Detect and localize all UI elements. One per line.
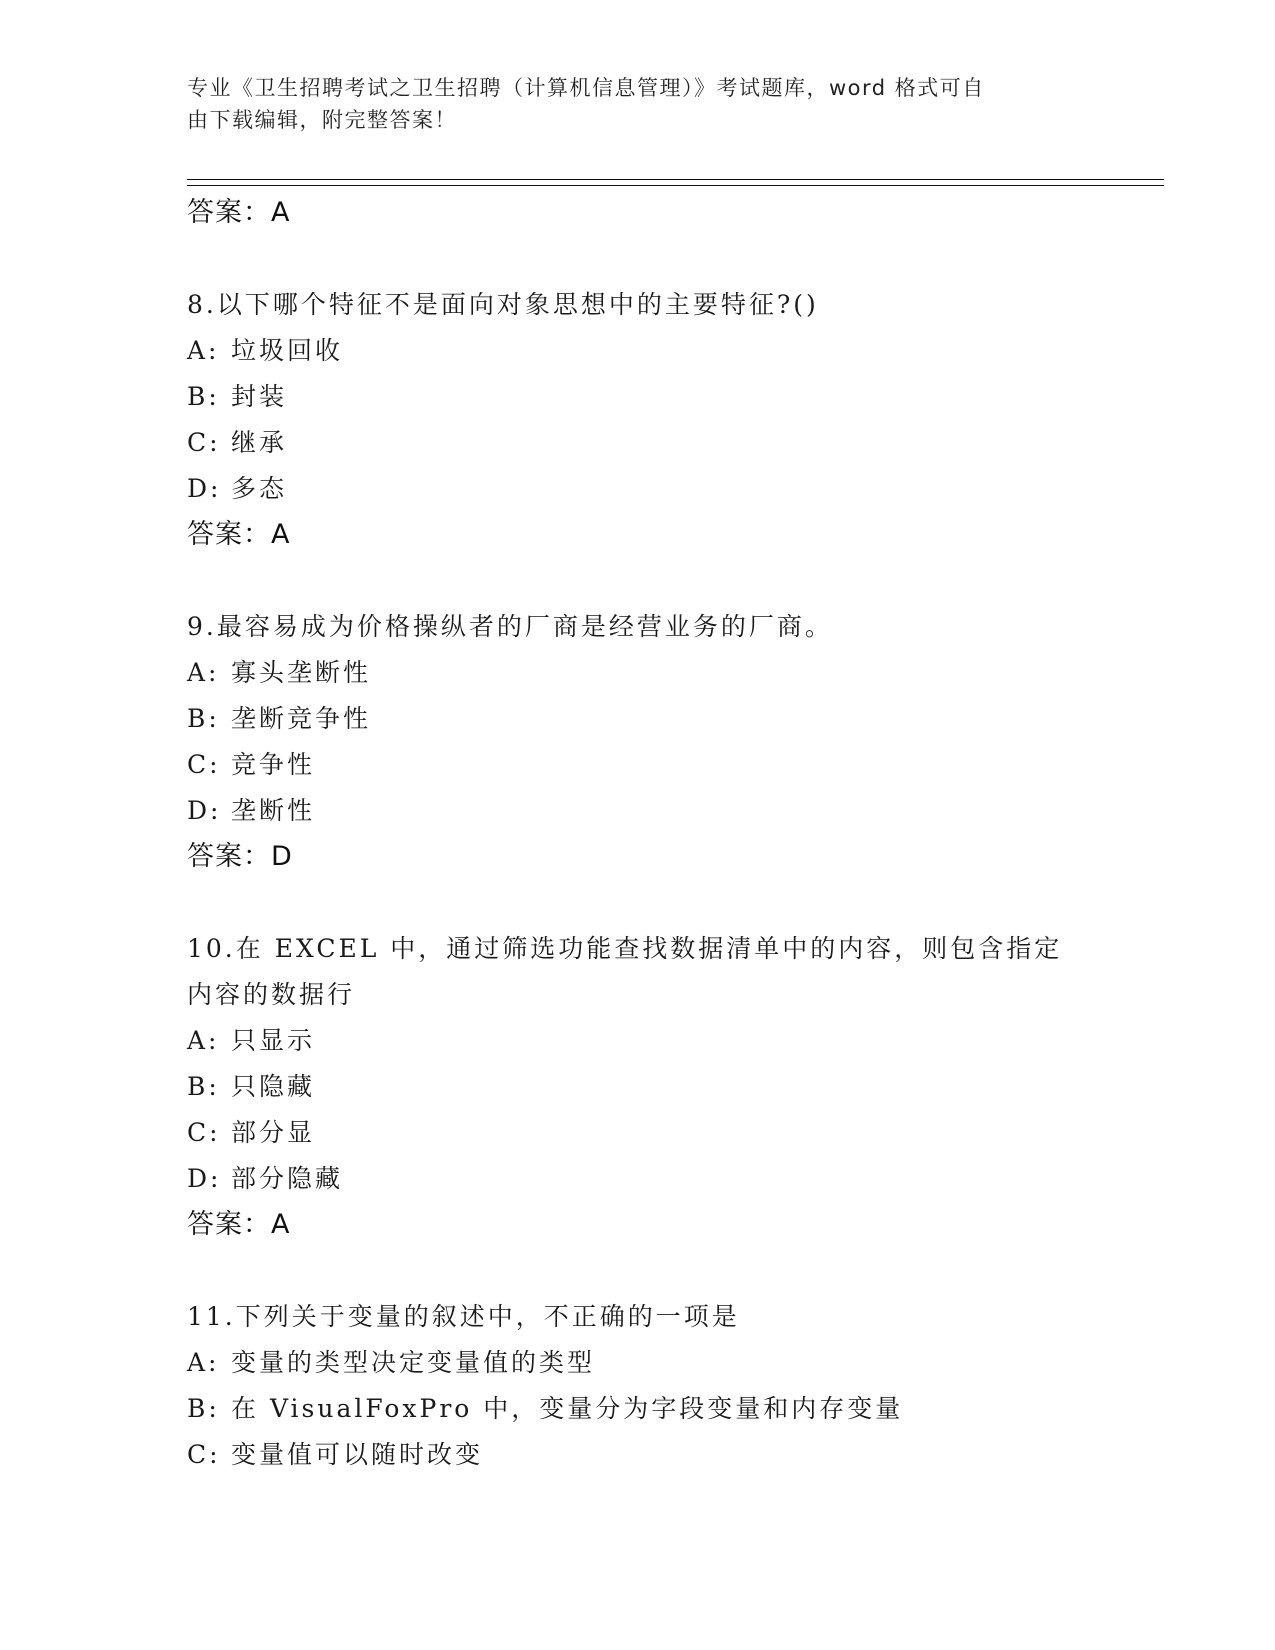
- option-text: 继承: [231, 428, 288, 457]
- option-a: [187, 1018, 1087, 1064]
- option-text: 多态: [231, 474, 288, 503]
- question-text: 11.下列关于变量的叙述中，不正确的一项是: [187, 1302, 740, 1331]
- option-letter: C:: [187, 1118, 221, 1147]
- option-text: 垄断竞争性: [231, 704, 372, 733]
- option-letter: A:: [187, 1026, 220, 1055]
- option-text: 寡头垄断性: [231, 658, 372, 687]
- option-c: [187, 1432, 1087, 1478]
- option-text: 只隐藏: [231, 1072, 316, 1101]
- document-header: [187, 72, 1067, 136]
- answer-line: 答案：A: [187, 1209, 291, 1240]
- answer-line: 答案：D: [187, 841, 293, 872]
- question-text: 10.在 EXCEL 中，通过筛选功能查找数据清单中的内容，则包含指定内容的数据行: [187, 934, 1063, 1009]
- question-item: [187, 282, 1087, 558]
- option-c: [187, 742, 1087, 788]
- header-divider-bottom: [187, 185, 1164, 186]
- option-a: [187, 1340, 1087, 1386]
- option-letter: A:: [187, 336, 220, 365]
- question-item: [187, 604, 1087, 880]
- option-letter: C:: [187, 750, 221, 779]
- option-c: [187, 1110, 1087, 1156]
- option-d: [187, 1156, 1087, 1202]
- option-letter: C:: [187, 1440, 221, 1469]
- question-text: 9.最容易成为价格操纵者的厂商是经营业务的厂商。: [187, 612, 833, 641]
- option-letter: B:: [187, 1394, 220, 1423]
- option-letter: B:: [187, 704, 220, 733]
- option-letter: D:: [187, 1164, 222, 1193]
- option-b: [187, 696, 1087, 742]
- option-letter: B:: [187, 1072, 220, 1101]
- answer-line: 答案：A: [187, 519, 291, 550]
- header-line-2: 由下载编辑，附完整答案！: [187, 108, 457, 132]
- option-letter: D:: [187, 474, 222, 503]
- option-text: 变量值可以随时改变: [231, 1440, 484, 1469]
- header-divider-top: [187, 179, 1164, 180]
- option-letter: A:: [187, 1348, 220, 1377]
- option-letter: A:: [187, 658, 220, 687]
- option-b: [187, 374, 1087, 420]
- option-c: [187, 420, 1087, 466]
- document-body: [187, 190, 1087, 1478]
- option-d: [187, 788, 1087, 834]
- header-line-1: 专业《卫生招聘考试之卫生招聘（计算机信息管理）》考试题库，word 格式可自: [187, 76, 985, 100]
- answer-line: 答案：A: [187, 197, 291, 228]
- option-b: [187, 1064, 1087, 1110]
- option-text: 部分隐藏: [231, 1164, 344, 1193]
- option-letter: C:: [187, 428, 221, 457]
- option-text: 垃圾回收: [231, 336, 344, 365]
- option-letter: D:: [187, 796, 222, 825]
- option-text: 垄断性: [231, 796, 316, 825]
- option-text: 在 VisualFoxPro 中，变量分为字段变量和内存变量: [231, 1394, 904, 1423]
- option-text: 变量的类型决定变量值的类型: [231, 1348, 596, 1377]
- question-item: [187, 1294, 1087, 1478]
- question-text: 8.以下哪个特征不是面向对象思想中的主要特征?(): [187, 290, 819, 319]
- option-a: [187, 650, 1087, 696]
- option-b: [187, 1386, 1087, 1432]
- option-a: [187, 328, 1087, 374]
- question-item: [187, 926, 1087, 1248]
- option-text: 部分显: [231, 1118, 316, 1147]
- option-letter: B:: [187, 382, 220, 411]
- option-d: [187, 466, 1087, 512]
- option-text: 竞争性: [231, 750, 316, 779]
- option-text: 封装: [231, 382, 288, 411]
- option-text: 只显示: [231, 1026, 316, 1055]
